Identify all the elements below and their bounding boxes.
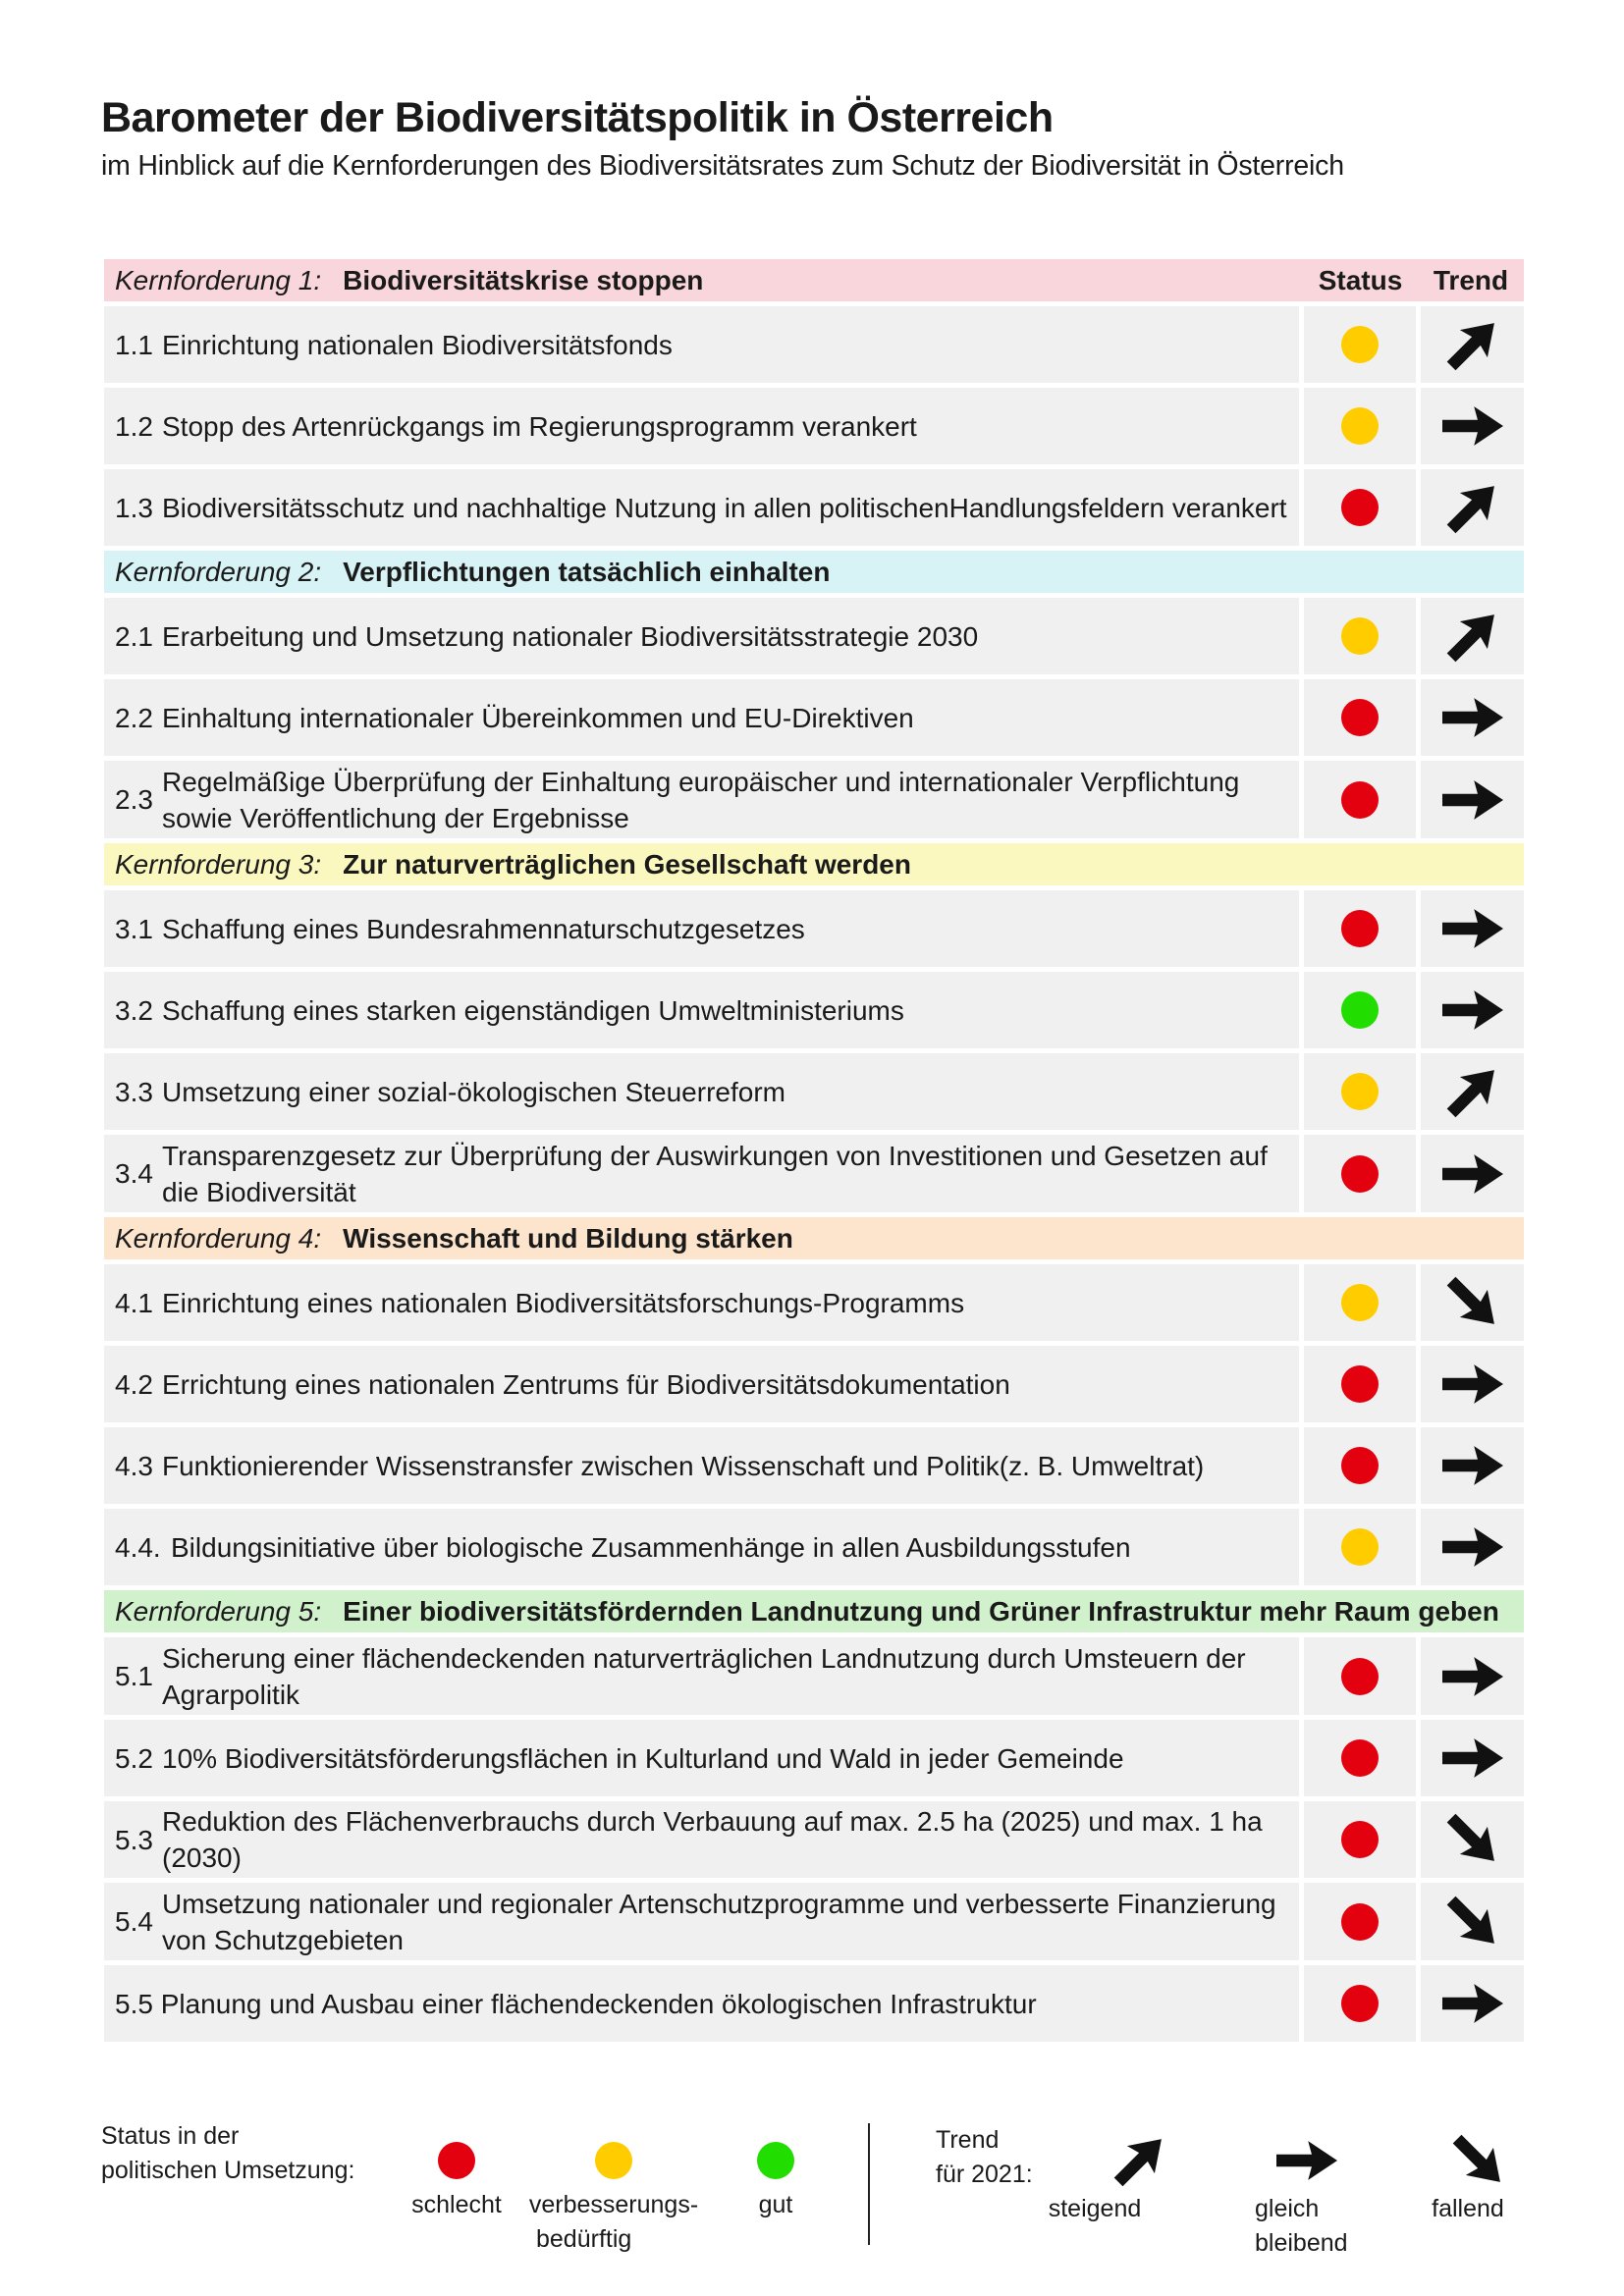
row-description: Umsetzung nationaler und regionaler Artenschutzprogramme und verbesserte Finanzierung von Schutzgebieten: [162, 1888, 1276, 1955]
trend-arrow-gleich-icon: [1442, 1435, 1503, 1496]
legend-label-fallend: fallend: [1432, 2195, 1504, 2222]
row-number: 5.1: [115, 1661, 153, 1691]
trend-cell: [1421, 1883, 1524, 1960]
row-description: Einrichtung nationalen Biodiversitätsfonds: [162, 329, 673, 360]
trend-arrow-gleich-icon: [1442, 898, 1503, 959]
legend-label-verbesserungsbeduerftig: [520, 2188, 707, 2257]
status-dot-red: [1341, 1739, 1379, 1777]
legend-status-title-line2: politischen Umsetzung:: [101, 2157, 355, 2184]
trend-cell: [1421, 1427, 1524, 1504]
trend-arrow-fallend-icon: [1442, 1272, 1503, 1333]
row-text-cell: [104, 1053, 1299, 1130]
status-cell: [1304, 1509, 1416, 1585]
legend-label-bleibend: bleibend: [1255, 2229, 1348, 2257]
table-row: [104, 1053, 1524, 1130]
legend-label-verbesserungs: verbesserungs-: [528, 2191, 699, 2218]
trend-arrow-steigend-icon: [1442, 1061, 1503, 1122]
row-text-cell: [104, 679, 1299, 756]
row-text-cell: [104, 1427, 1299, 1504]
row-text-cell: [104, 1883, 1299, 1960]
status-cell: [1304, 1801, 1416, 1878]
status-dot-red: [1341, 489, 1379, 526]
row-number: 5.4: [115, 1906, 153, 1937]
legend-label-gleich-bleibend: [1255, 2192, 1373, 2261]
status-dot-red: [1341, 699, 1379, 736]
legend-arrow-steigend-icon: [1110, 2130, 1170, 2191]
row-number: 5.2: [115, 1742, 153, 1774]
barometer-table: [104, 259, 1524, 2047]
status-cell: [1304, 306, 1416, 383]
row-text-cell: [104, 1637, 1299, 1715]
page-subtitle: im Hinblick auf die Kernforderungen des Biodiversitätsrates zum Schutz der Biodiversität in Österreich: [101, 150, 1344, 182]
section-title: Zur naturverträglichen Gesellschaft werden: [343, 848, 911, 880]
row-number: 2.3: [115, 784, 153, 815]
row-number: 3.2: [115, 994, 153, 1026]
row-number: 1.1: [115, 329, 153, 360]
row-description: Einrichtung eines nationalen Biodiversitätsforschungs-Programms: [162, 1287, 965, 1318]
trend-cell: [1421, 1637, 1524, 1715]
status-dot-green: [1341, 991, 1379, 1029]
row-number: 3.4: [115, 1158, 153, 1189]
status-cell: [1304, 761, 1416, 838]
legend-label-gleich: gleich: [1255, 2195, 1320, 2222]
trend-cell: [1421, 306, 1524, 383]
trend-arrow-gleich-icon: [1442, 1646, 1503, 1707]
status-cell: [1304, 1427, 1416, 1504]
trend-cell: [1421, 598, 1524, 674]
trend-arrow-gleich-icon: [1442, 770, 1503, 830]
column-header-status: Status: [1318, 264, 1403, 295]
row-text-cell: [104, 388, 1299, 464]
legend-status-title: [101, 2119, 354, 2188]
status-dot-red: [1341, 781, 1379, 819]
row-description: 5.5 Planung und Ausbau einer flächendeckenden ökologischen Infrastruktur: [115, 1988, 1037, 2019]
trend-arrow-gleich-icon: [1442, 1517, 1503, 1577]
status-dot-red: [1341, 910, 1379, 947]
section-label: Kernforderung 5:: [115, 1595, 322, 1627]
trend-arrow-gleich-icon: [1442, 1354, 1503, 1415]
row-text-cell: [104, 1801, 1299, 1878]
status-cell: [1304, 1637, 1416, 1715]
trend-cell: [1421, 972, 1524, 1048]
status-cell: [1304, 1720, 1416, 1796]
trend-cell: [1421, 890, 1524, 967]
row-text-cell: [104, 761, 1299, 838]
trend-cell: [1421, 1965, 1524, 2042]
table-row: [104, 1427, 1524, 1504]
legend-arrow-fallend-icon: [1448, 2130, 1509, 2191]
table-row: [104, 306, 1524, 383]
status-cell: [1304, 972, 1416, 1048]
row-number: 3.3: [115, 1076, 153, 1107]
row-text-cell: [104, 890, 1299, 967]
table-row: [104, 598, 1524, 674]
status-dot-red: [1341, 1821, 1379, 1858]
table-row: [104, 1720, 1524, 1796]
trend-cell: [1421, 388, 1524, 464]
row-text-cell: [104, 1135, 1299, 1212]
row-number: 3.1: [115, 913, 153, 944]
table-row: [104, 388, 1524, 464]
status-dot-yellow: [1341, 1284, 1379, 1321]
row-description: Transparenzgesetz zur Überprüfung der Auswirkungen von Investitionen und Gesetzen auf die Biodiversität: [162, 1140, 1268, 1207]
section-header-5: [104, 1590, 1524, 1632]
row-description: Einhaltung internationaler Übereinkommen und EU-Direktiven: [162, 702, 914, 733]
table-row: [104, 1135, 1524, 1212]
legend-dot-green: [757, 2142, 794, 2179]
trend-arrow-fallend-icon: [1442, 1892, 1503, 1952]
trend-cell: [1421, 1053, 1524, 1130]
status-dot-yellow: [1341, 1073, 1379, 1110]
column-header-trend: Trend: [1433, 264, 1509, 295]
trend-arrow-gleich-icon: [1442, 1973, 1503, 2034]
row-description: Reduktion des Flächenverbrauchs durch Verbauung auf max. 2.5 ha (2025) und max. 1 ha (2030): [162, 1806, 1263, 1873]
row-description: Bildungsinitiative über biologische Zusammenhänge in allen Ausbildungsstufen: [171, 1531, 1131, 1563]
table-row: [104, 972, 1524, 1048]
legend-status-title-line1: Status in der: [101, 2122, 240, 2150]
status-dot-yellow: [1341, 617, 1379, 655]
row-description: Biodiversitätsschutz und nachhaltige Nutzung in allen politischenHandlungsfeldern verankert: [162, 492, 1287, 523]
row-number: 4.3: [115, 1450, 153, 1481]
trend-arrow-gleich-icon: [1442, 980, 1503, 1041]
legend-arrow-gleich-icon: [1276, 2130, 1337, 2191]
row-text-cell: [104, 1965, 1299, 2042]
trend-cell: [1421, 1801, 1524, 1878]
page-title: Barometer der Biodiversitätspolitik in Österreich: [101, 94, 1054, 141]
status-cell: [1304, 598, 1416, 674]
status-dot-red: [1341, 1903, 1379, 1941]
table-row: [104, 1965, 1524, 2042]
status-cell: [1304, 469, 1416, 546]
row-number: 5.3: [115, 1824, 153, 1855]
status-dot-red: [1341, 1365, 1379, 1403]
section-header-4: [104, 1217, 1524, 1259]
trend-cell: [1421, 1720, 1524, 1796]
section-title: Einer biodiversitätsfördernden Landnutzung und Grüner Infrastruktur mehr Raum geben: [343, 1595, 1499, 1627]
legend-label-steigend: steigend: [1048, 2195, 1142, 2222]
status-dot-yellow: [1341, 407, 1379, 445]
status-dot-red: [1341, 1985, 1379, 2022]
legend-label-schlecht: schlecht: [411, 2191, 502, 2218]
table-row: [104, 1801, 1524, 1878]
trend-arrow-fallend-icon: [1442, 1809, 1503, 1870]
trend-arrow-steigend-icon: [1442, 477, 1503, 538]
status-cell: [1304, 1264, 1416, 1341]
row-number: 4.2: [115, 1368, 153, 1400]
trend-arrow-gleich-icon: [1442, 1728, 1503, 1789]
status-dot-yellow: [1341, 326, 1379, 363]
trend-arrow-steigend-icon: [1442, 314, 1503, 375]
status-cell: [1304, 1346, 1416, 1422]
trend-cell: [1421, 469, 1524, 546]
row-text-cell: [104, 1720, 1299, 1796]
status-dot-red: [1341, 1155, 1379, 1193]
legend-dot-yellow: [595, 2142, 632, 2179]
trend-cell: [1421, 1135, 1524, 1212]
section-label: Kernforderung 4:: [115, 1222, 322, 1254]
trend-arrow-gleich-icon: [1442, 396, 1503, 456]
row-text-cell: [104, 1264, 1299, 1341]
table-row: [104, 469, 1524, 546]
trend-cell: [1421, 679, 1524, 756]
row-number: 4.4.: [115, 1531, 161, 1563]
section-label: Kernforderung 2:: [115, 556, 322, 587]
status-cell: [1304, 679, 1416, 756]
status-cell: [1304, 1135, 1416, 1212]
row-number: 1.2: [115, 410, 153, 442]
row-text-cell: [104, 469, 1299, 546]
section-header-2: [104, 551, 1524, 593]
status-cell: [1304, 1965, 1416, 2042]
row-description: Umsetzung einer sozial-ökologischen Steuerreform: [162, 1076, 785, 1107]
row-text-cell: [104, 1346, 1299, 1422]
table-row: [104, 1509, 1524, 1585]
row-number: 4.1: [115, 1287, 153, 1318]
table-row: [104, 1637, 1524, 1715]
row-description: Errichtung eines nationalen Zentrums für Biodiversitätsdokumentation: [162, 1368, 1010, 1400]
row-description: Schaffung eines Bundesrahmennaturschutzgesetzes: [162, 913, 805, 944]
section-header-3: [104, 843, 1524, 885]
section-title: Verpflichtungen tatsächlich einhalten: [343, 556, 831, 587]
status-cell: [1304, 890, 1416, 967]
status-cell: [1304, 1883, 1416, 1960]
table-row: [104, 761, 1524, 838]
table-row: [104, 1883, 1524, 1960]
status-cell: [1304, 388, 1416, 464]
legend-trend-title-line2: für 2021:: [936, 2161, 1033, 2188]
legend-trend-title: [936, 2123, 1033, 2192]
legend-divider: [868, 2123, 870, 2245]
row-text-cell: [104, 1509, 1299, 1585]
section-label: Kernforderung 3:: [115, 848, 322, 880]
trend-cell: [1421, 1264, 1524, 1341]
row-description: Erarbeitung und Umsetzung nationaler Biodiversitätsstrategie 2030: [162, 620, 979, 652]
row-description: 10% Biodiversitätsförderungsflächen in Kulturland und Wald in jeder Gemeinde: [162, 1742, 1124, 1774]
trend-arrow-gleich-icon: [1442, 1144, 1503, 1204]
row-description: Stopp des Artenrückgangs im Regierungsprogramm verankert: [162, 410, 917, 442]
row-text-cell: [104, 306, 1299, 383]
trend-arrow-steigend-icon: [1442, 606, 1503, 667]
row-text-cell: [104, 598, 1299, 674]
legend-dot-red: [438, 2142, 475, 2179]
status-dot-red: [1341, 1658, 1379, 1695]
section-title: Biodiversitätskrise stoppen: [343, 264, 704, 295]
legend-label-gut: gut: [758, 2191, 793, 2218]
table-row: [104, 679, 1524, 756]
legend-trend-title-line1: Trend: [936, 2126, 1000, 2154]
status-dot-red: [1341, 1447, 1379, 1484]
section-label: Kernforderung 1:: [115, 264, 322, 295]
legend-label-beduerftig: bedürftig: [536, 2225, 632, 2253]
table-row: [104, 1346, 1524, 1422]
row-number: 1.3: [115, 492, 153, 523]
table-row: [104, 890, 1524, 967]
section-title: Wissenschaft und Bildung stärken: [343, 1222, 793, 1254]
trend-cell: [1421, 761, 1524, 838]
row-description: Funktionierender Wissenstransfer zwischen Wissenschaft und Politik(z. B. Umweltrat): [162, 1450, 1205, 1481]
row-description: Regelmäßige Überprüfung der Einhaltung europäischer und internationaler Verpflichtung sowie Veröffentlichung der Ergebnisse: [162, 766, 1240, 833]
trend-cell: [1421, 1509, 1524, 1585]
section-header-1: [104, 259, 1524, 301]
row-number: 2.1: [115, 620, 153, 652]
status-cell: [1304, 1053, 1416, 1130]
status-dot-yellow: [1341, 1528, 1379, 1566]
table-row: [104, 1264, 1524, 1341]
row-description: Sicherung einer flächendeckenden naturverträglichen Landnutzung durch Umsteuern der Agrarpolitik: [162, 1642, 1246, 1710]
trend-arrow-gleich-icon: [1442, 687, 1503, 748]
row-text-cell: [104, 972, 1299, 1048]
row-description: Schaffung eines starken eigenständigen Umweltministeriums: [162, 994, 904, 1026]
trend-cell: [1421, 1346, 1524, 1422]
row-number: 2.2: [115, 702, 153, 733]
